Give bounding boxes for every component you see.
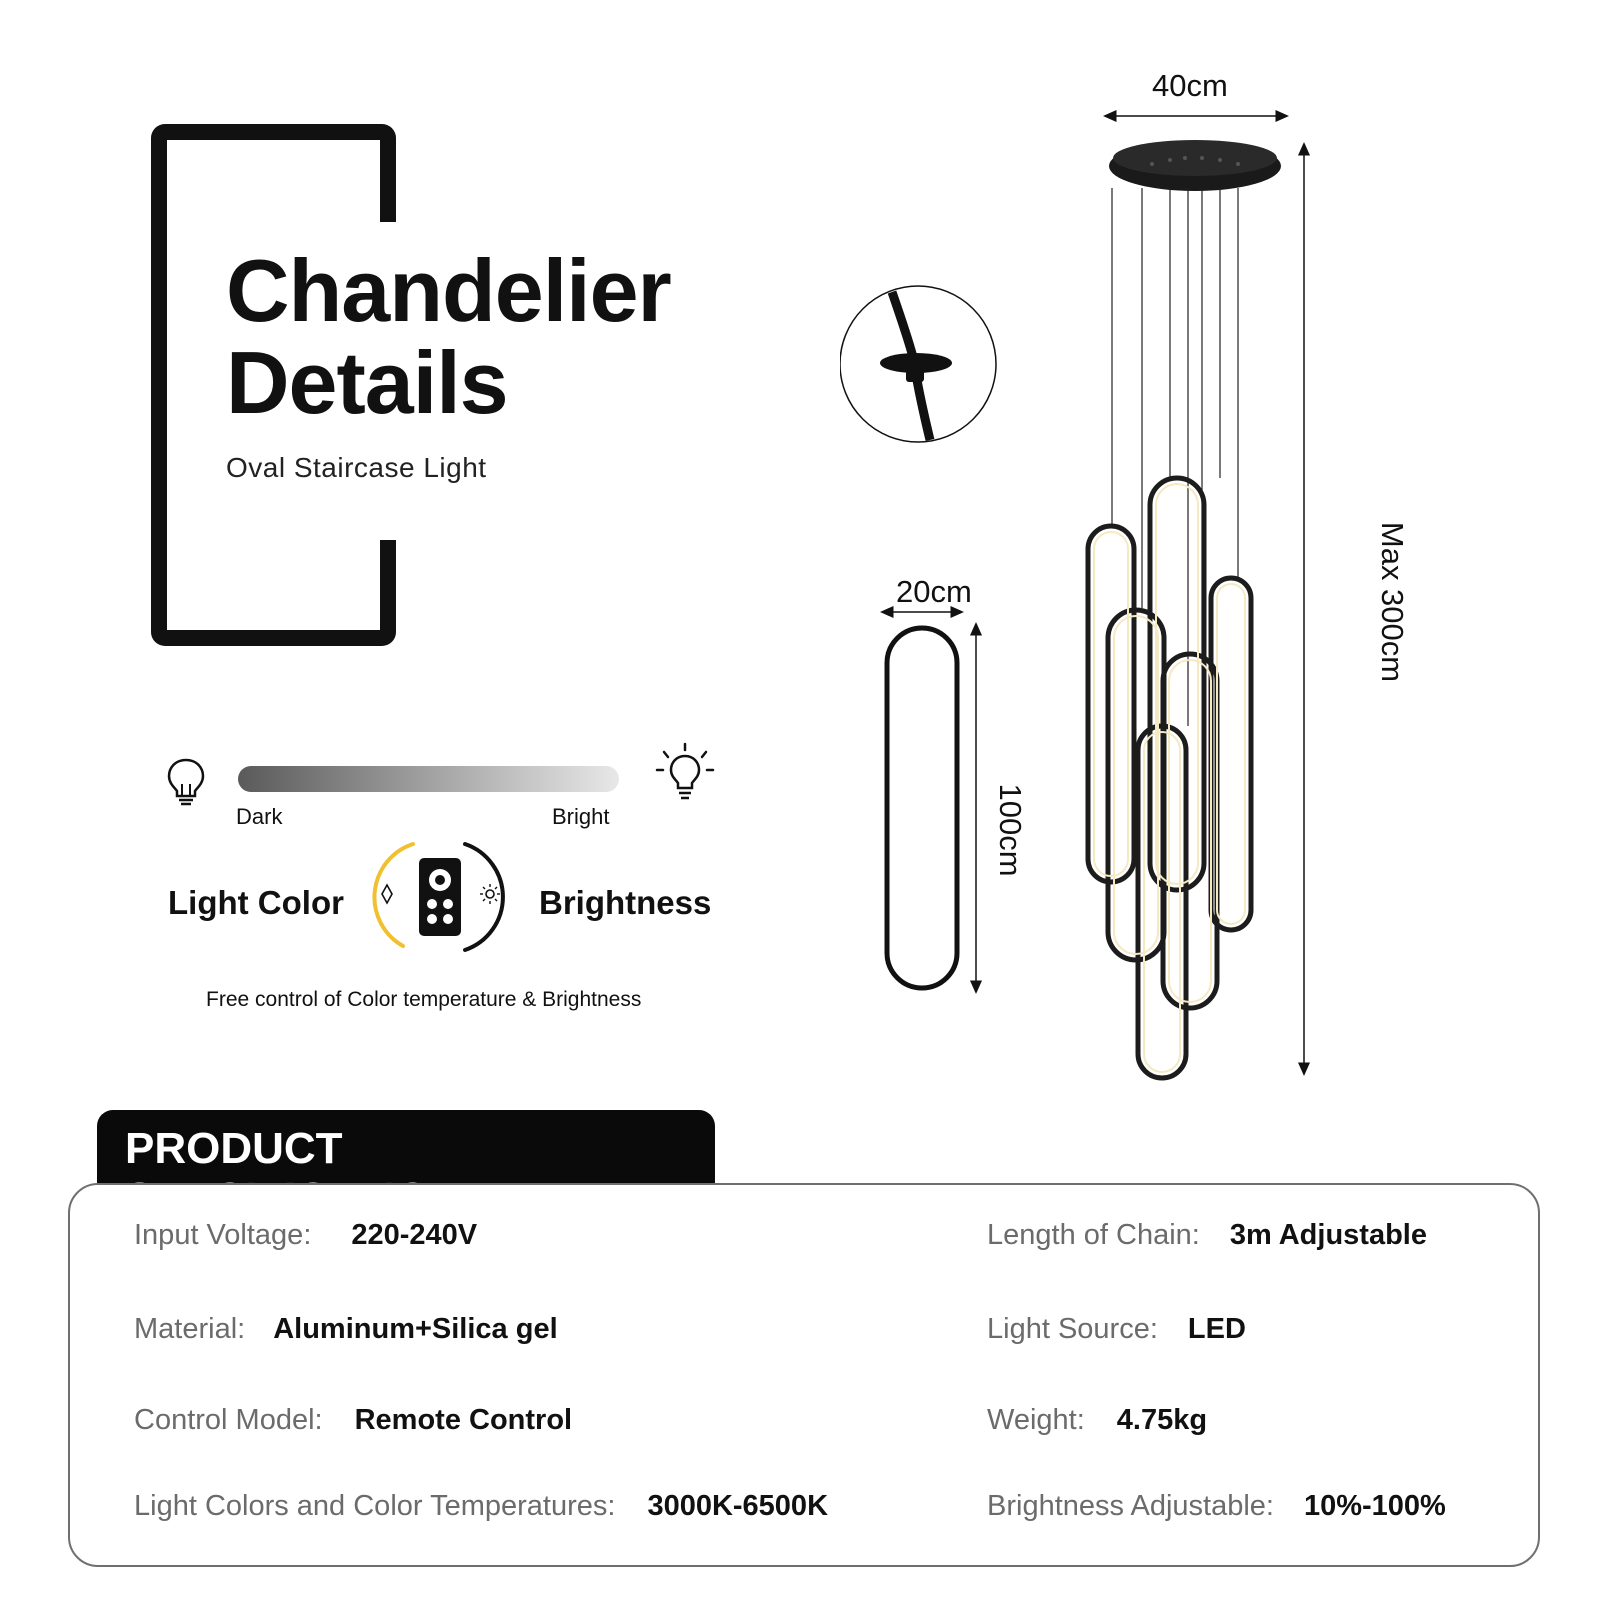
bulb-off-icon <box>164 756 208 808</box>
spec-value: Remote Control <box>354 1404 573 1436</box>
spec-value: 4.75kg <box>1116 1404 1208 1436</box>
oval-height-label: 100cm <box>993 783 1028 877</box>
spec-row-material <box>134 1313 558 1346</box>
remote-control-icon <box>355 838 523 958</box>
page-title <box>226 241 671 432</box>
slider-min-label: Dark <box>236 804 283 829</box>
spec-row-chain-length <box>987 1219 1427 1252</box>
spec-row-weight <box>987 1404 1207 1437</box>
bulb-on-icon <box>654 740 716 806</box>
spec-value: 3000K-6500K <box>647 1490 829 1522</box>
title-line-2: Details <box>226 333 508 432</box>
single-oval <box>887 628 957 988</box>
spec-value: LED <box>1187 1313 1246 1345</box>
control-caption: Free control of Color temperature & Brightness <box>206 988 642 1011</box>
spec-value: Aluminum+Silica gel <box>273 1313 558 1345</box>
spec-key: Weight: <box>987 1404 1085 1436</box>
spec-row-color-temperature <box>134 1490 828 1523</box>
spec-row-brightness <box>987 1490 1446 1523</box>
title-line-1: Chandelier <box>226 241 671 340</box>
spec-row-light-source <box>987 1313 1246 1346</box>
slider-max-label: Bright <box>552 804 610 829</box>
spec-key: Light Colors and Color Temperatures: <box>134 1490 616 1522</box>
spec-heading: PRODUCT <box>97 1110 715 1186</box>
max-height-label: Max 300cm <box>1375 521 1410 683</box>
spec-key: Brightness Adjustable: <box>987 1490 1274 1522</box>
page-subtitle: Oval Staircase Light <box>226 452 487 483</box>
oval-width-label: 20cm <box>896 574 972 609</box>
brightness-slider-bar <box>238 766 619 792</box>
canopy-width-label: 40cm <box>1152 68 1228 103</box>
spec-value: 220-240V <box>351 1219 478 1251</box>
spec-value: 3m Adjustable <box>1229 1219 1427 1251</box>
spec-key: Control Model: <box>134 1404 323 1436</box>
spec-row-control-model <box>134 1404 572 1437</box>
spec-key: Length of Chain: <box>987 1219 1200 1251</box>
spec-key: Material: <box>134 1313 246 1345</box>
light-color-label: Light Color <box>168 884 344 921</box>
brightness-label: Brightness <box>539 884 712 921</box>
spec-key: Light Source: <box>987 1313 1158 1345</box>
spec-key: Input Voltage: <box>134 1219 312 1251</box>
spec-row-input-voltage <box>134 1219 477 1252</box>
spec-table <box>68 1183 1540 1567</box>
spec-value: 10%-100% <box>1303 1490 1446 1522</box>
